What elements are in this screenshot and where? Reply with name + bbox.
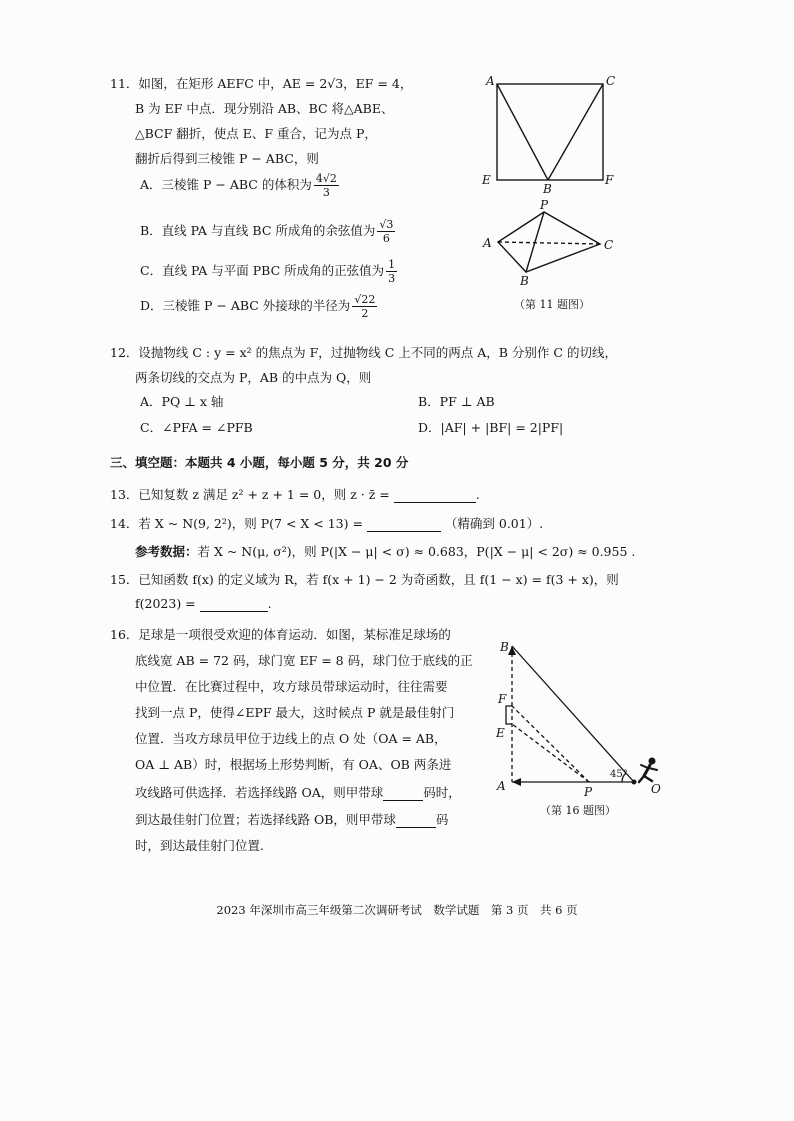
q16-figure-caption: （第 16 题图） [540, 804, 616, 817]
q11-figure-caption: （第 11 题图） [514, 298, 590, 311]
q16-line-6: OA ⊥ AB）时，根据场上形势判断，有 OA、OB 两条进 [135, 757, 452, 772]
fold-line-cb [548, 84, 603, 180]
q16-label-a: A [497, 779, 506, 793]
q16-line-5: 位置．当攻方球员甲位于边线上的点 O 处（OA = AB， [135, 731, 447, 746]
q11-line-3: △BCF 翻折，使点 E、F 重合，记为点 P， [135, 126, 377, 141]
q13 [110, 485, 480, 503]
q15-answer-blank[interactable] [200, 596, 268, 612]
q11-option-a-text: A．三棱锥 P − ABC 的体积为 [140, 177, 312, 192]
rectangle-aefc [497, 84, 603, 180]
q11-option-a-num: 4√2 [315, 172, 337, 185]
q11-option-c-num: 1 [388, 258, 396, 271]
q14-reference [135, 542, 635, 560]
q11-label-c2: C [604, 238, 614, 252]
q16-line-8 [135, 810, 448, 828]
q15-line-2 [135, 596, 272, 612]
q11-option-c-den: 3 [388, 272, 396, 285]
q13-answer-blank[interactable] [394, 487, 476, 503]
q16-line-4: 找到一点 P，使得∠EPF 最大，这时候点 P 就是最佳射门 [135, 705, 455, 720]
q11-option-b-den: 6 [382, 232, 390, 245]
q15-text: f(2023) = [135, 596, 196, 611]
q16-line-8-text: 到达最佳射门位置；若选择线路 OB，则甲带球 [135, 812, 396, 827]
q12-line-2: 两条切线的交点为 P，AB 的中点为 Q，则 [135, 370, 372, 385]
goal-ef [506, 706, 512, 724]
q16-label-b: B [500, 640, 509, 654]
q14-text: 14．若 X ~ N(9, 2²)，则 P(7 < X < 13) = [110, 516, 363, 531]
q11-line-4: 翻折后得到三棱锥 P − ABC，则 [135, 151, 319, 166]
tetra-edge-ac [498, 242, 600, 244]
q13-tail: . [475, 487, 480, 502]
q11-figure [470, 72, 630, 317]
q16-line-7-text: 攻线路可供选择．若选择线路 OA，则甲带球 [135, 785, 384, 800]
q14-answer-blank[interactable] [367, 516, 441, 532]
q12-option-b: B．PF ⊥ AB [418, 394, 495, 409]
q11-option-a-den: 3 [322, 186, 330, 199]
q16-line-2: 底线宽 AB = 72 码，球门宽 EF = 8 码，球门位于底线的正 [135, 653, 473, 668]
q11-option-d-text: D．三棱锥 P − ABC 外接球的半径为 [140, 298, 351, 313]
q12-option-c: C．∠PFA = ∠PFB [140, 420, 253, 435]
q11-label-f: F [605, 173, 614, 187]
q16-line-7 [135, 783, 461, 801]
q11-option-b [140, 218, 397, 245]
q11-option-a [140, 172, 341, 199]
q11-option-d [140, 293, 379, 320]
q12-line-1: 12．设抛物线 C : y = x² 的焦点为 F，过抛物线 C 上不同的两点 A，B 分别作 C 的切线， [110, 345, 617, 360]
fold-line-ab [497, 84, 548, 180]
q11-option-d-num: √22 [354, 293, 376, 306]
q11-option-c [140, 258, 399, 285]
q16-label-e: E [496, 726, 505, 740]
q11-line-1: 11．如图，在矩形 AEFC 中，AE = 2√3，EF = 4， [110, 76, 413, 91]
q16-answer-blank-1[interactable] [383, 785, 423, 801]
q11-option-c-text: C．直线 PA 与平面 PBC 所成角的正弦值为 [140, 263, 385, 278]
q12-option-d: D．|AF| + |BF| = 2|PF| [418, 420, 564, 435]
q14-ref-label: 参考数据： [135, 544, 198, 559]
q16-line-1: 16．足球是一项很受欢迎的体育运动．如图，某标准足球场的 [110, 627, 451, 642]
q16-label-f: F [498, 692, 507, 706]
q11-label-b2: B [520, 274, 529, 288]
q12-option-a: A．PQ ⊥ x 轴 [140, 394, 224, 409]
q16-label-p: P [584, 785, 593, 799]
q14-ref-text: 若 X ~ N(μ, σ²)，则 P(|X − μ| < σ) ≈ 0.683，P(|X − μ| < 2σ) ≈ 0.955 . [197, 544, 636, 559]
section-heading: 三、填空题：本题共 4 小题，每小题 5 分，共 20 分 [110, 455, 409, 470]
q14-tail: （精确到 0.01）. [444, 516, 544, 531]
q16-figure [492, 636, 670, 824]
page-footer: 2023 年深圳市高三年级第二次调研考试 数学试题 第 3 页 共 6 页 [216, 903, 578, 917]
q16-label-o: O [651, 782, 661, 796]
q11-label-b: B [543, 182, 552, 196]
q11-line-2: B 为 EF 中点．现分别沿 AB、BC 将△ABE、 [135, 101, 394, 116]
q16-line-3: 中位置．在比赛过程中，攻方球员带球运动时，往往需要 [135, 679, 448, 694]
q15-line-1: 15．已知函数 f(x) 的定义域为 R，若 f(x + 1) − 2 为奇函数，且 f(1 − x) = f(3 + x)，则 [110, 572, 619, 587]
arrow-head-a [512, 778, 521, 786]
q16-line-9: 时，到达最佳射门位置. [135, 838, 264, 853]
arrow-head-b [508, 646, 516, 655]
route-ob [512, 646, 634, 782]
q11-label-c: C [606, 74, 616, 88]
q11-label-a: A [486, 74, 495, 88]
q16-line-7-tail: 码时， [423, 785, 461, 800]
q11-option-d-den: 2 [361, 307, 369, 320]
q11-label-e: E [482, 173, 491, 187]
q13-text: 13．已知复数 z 满足 z² + z + 1 = 0，则 z · z̄ = [110, 487, 390, 502]
q11-option-b-num: √3 [379, 218, 394, 231]
q16-line-8-tail: 码 [435, 812, 449, 827]
q11-option-b-text: B．直线 PA 与直线 BC 所成角的余弦值为 [140, 223, 376, 238]
q15-tail: . [267, 596, 272, 611]
point-o [632, 780, 637, 785]
q14 [110, 514, 543, 532]
shot-line-pf [512, 706, 589, 782]
q16-answer-blank-2[interactable] [396, 812, 436, 828]
shot-line-pe [512, 724, 589, 782]
q11-label-a2: A [483, 236, 492, 250]
q16-angle-label: 45° [610, 769, 628, 780]
q11-label-p: P [540, 198, 549, 212]
player-icon [639, 758, 657, 783]
